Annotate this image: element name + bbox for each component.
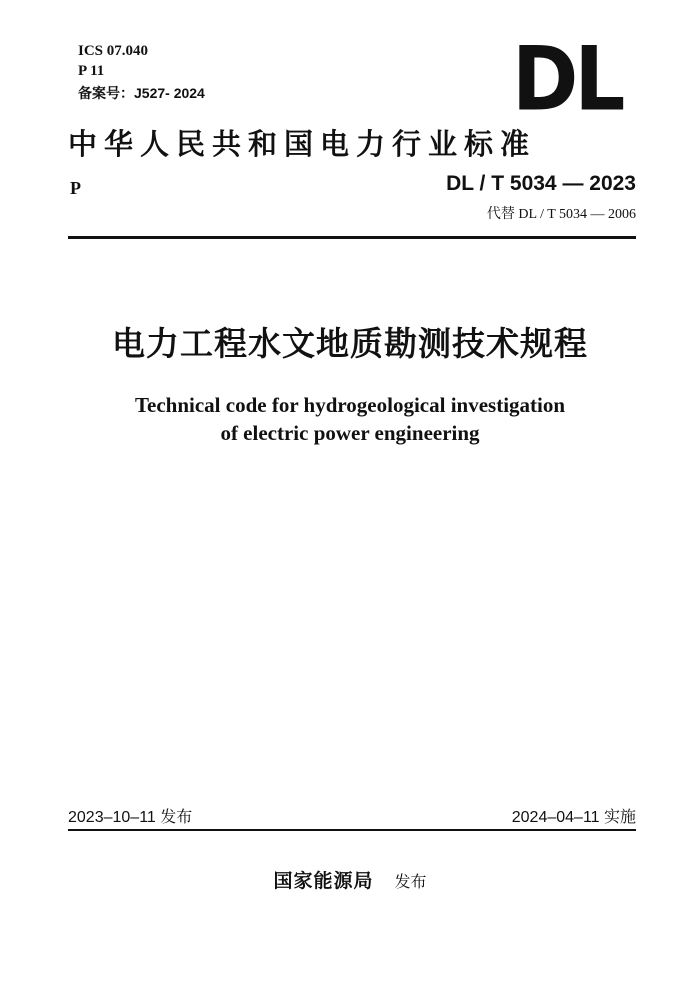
document-title-chinese: 电力工程水文地质勘测技术规程 [112,324,588,363]
standard-type-heading: 中华人民共和国电力行业标准 [68,127,537,161]
document-title-english [0,391,700,447]
english-title-line-1: Technical code for hydrogeological investigation [134,393,566,417]
dl-logo: DL [512,27,622,131]
filing-number: 备案号：J527- 2024 [78,85,205,101]
replaces-standard: 代替 DL / T 5034 — 2006 [486,207,636,222]
publisher-action: 发布 [394,874,427,891]
standard-category: P [70,178,81,198]
standard-number: DL / T 5034 — 2023 [446,172,636,195]
publisher-name: 国家能源局 [273,870,374,892]
bottom-divider [68,829,636,831]
ccs-code: P 11 [78,63,105,79]
ics-code: ICS 07.040 [78,43,149,59]
english-title-line-2: of electric power engineering [220,421,480,445]
implementation-date: 2024–04–11 实施 [511,809,636,826]
publisher-line [0,866,700,893]
top-divider [68,236,636,239]
issue-date: 2023–10–11 发布 [68,809,193,826]
